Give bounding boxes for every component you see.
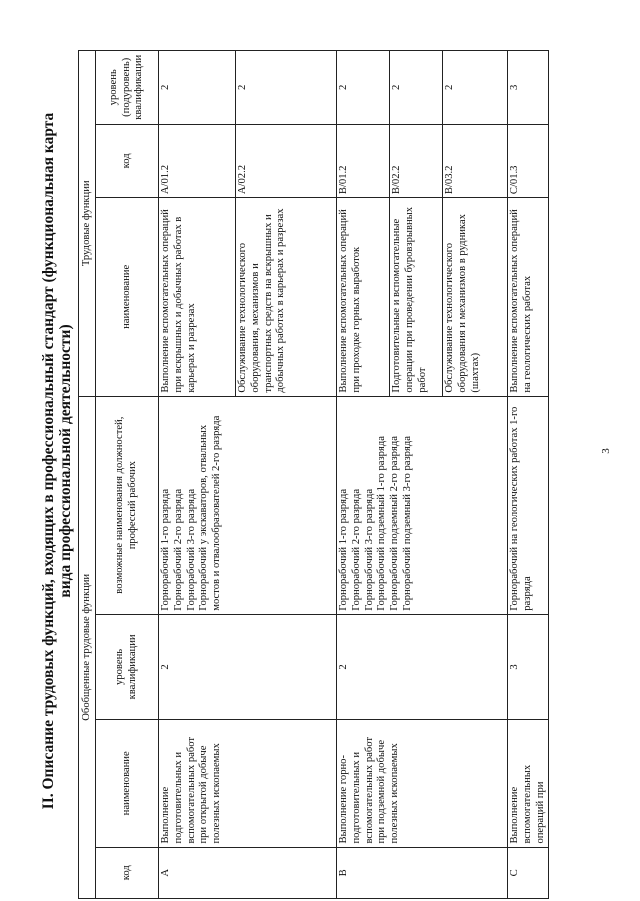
- gtf-level: 2: [337, 614, 508, 719]
- tf-level: 2: [443, 51, 508, 125]
- tf-name: Обслуживание технологического оборудования и механизмов в рудниках (шахтах): [443, 198, 508, 397]
- functional-map-table: [78, 50, 549, 899]
- tf-code: B/02.2: [390, 124, 443, 198]
- tf-name: Выполнение вспомогательных операций при вскрышных и добычных работах в карьерах и разрезах: [159, 198, 236, 397]
- table-row: [337, 51, 390, 899]
- gtf-code: B: [337, 847, 508, 898]
- position-item: Горнорабочий 3-го разряда: [185, 488, 197, 611]
- header-tf-code: код: [96, 124, 159, 198]
- tf-level: 2: [337, 51, 390, 125]
- gtf-positions: [508, 396, 549, 614]
- header-name: наименование: [96, 720, 159, 847]
- page-number: 3: [600, 448, 612, 454]
- header-level: уровень квалификации: [96, 614, 159, 719]
- tf-level: 3: [508, 51, 549, 125]
- header-functions: Трудовые функции: [79, 51, 96, 397]
- gtf-code: C: [508, 847, 549, 898]
- position-item: Горнорабочий 3-го разряда: [363, 488, 375, 611]
- gtf-level: 2: [159, 614, 337, 719]
- tf-code: A/01.2: [159, 124, 236, 198]
- tf-code: B/03.2: [443, 124, 508, 198]
- position-item: Горнорабочий подземный 2-го разряда: [389, 436, 401, 611]
- position-item: Горнорабочий у экскаваторов, отвальных мостов и отвалообразователей 2-го разряда: [198, 415, 223, 611]
- position-item: Горнорабочий 2-го разряда: [172, 488, 184, 611]
- tf-code: C/01.3: [508, 124, 549, 198]
- position-item: Горнорабочий 2-го разряда: [350, 488, 362, 611]
- gtf-name: Выполнение вспомогательных операций при: [508, 720, 549, 847]
- position-item: Горнорабочий подземный 3-го разряда: [401, 436, 413, 611]
- position-item: Горнорабочий 1-го разряда: [160, 488, 171, 611]
- tf-level: 2: [236, 51, 337, 125]
- table-row: [159, 51, 236, 899]
- header-generalized: Обобщенные трудовые функции: [79, 396, 96, 898]
- position-item: Горнорабочий подземный 1-го разряда: [376, 436, 388, 611]
- section-title: II. Описание трудовых функций, входящих в профессиональный стандарт (функциональная карта вида профессиональной деятельности): [40, 112, 74, 810]
- gtf-positions: [159, 396, 337, 614]
- header-code: код: [96, 847, 159, 898]
- header-tf-name: наименование: [96, 198, 159, 397]
- gtf-level: 3: [508, 614, 549, 719]
- header-positions: возможные наименования должностей, профессий рабочих: [96, 396, 159, 614]
- tf-level: 2: [390, 51, 443, 125]
- tf-name: Подготовительные и вспомогательные операции при проведении буровзрывных работ: [390, 198, 443, 397]
- tf-name: Обслуживание технологического оборудования, механизмов и транспортных средств на вскрышных и добычных работах в карьерах и разрезах: [236, 198, 337, 397]
- gtf-name: Выполнение подготовительных и вспомогательных работ при открытой добыче полезных ископаемых: [159, 720, 337, 847]
- tf-level: 2: [159, 51, 236, 125]
- position-item: Горнорабочий 1-го разряда: [338, 488, 349, 611]
- gtf-code: A: [159, 847, 337, 898]
- position-item: Горнорабочий на геологических работах 1-го разряда: [509, 406, 533, 611]
- gtf-positions: [337, 396, 508, 614]
- table-row: [508, 51, 549, 899]
- tf-code: A/02.2: [236, 124, 337, 198]
- gtf-name: Выполнение горно-подготовительных и вспомогательных работ при подземной добыче полезных ископаемых: [337, 720, 508, 847]
- tf-name: Выполнение вспомогательных операций на геологических работах: [508, 198, 549, 397]
- tf-name: Выполнение вспомогательных операций при проходке горных выработок: [337, 198, 390, 397]
- header-tf-level: уровень (подуровень) квалификации: [96, 51, 159, 125]
- tf-code: B/01.2: [337, 124, 390, 198]
